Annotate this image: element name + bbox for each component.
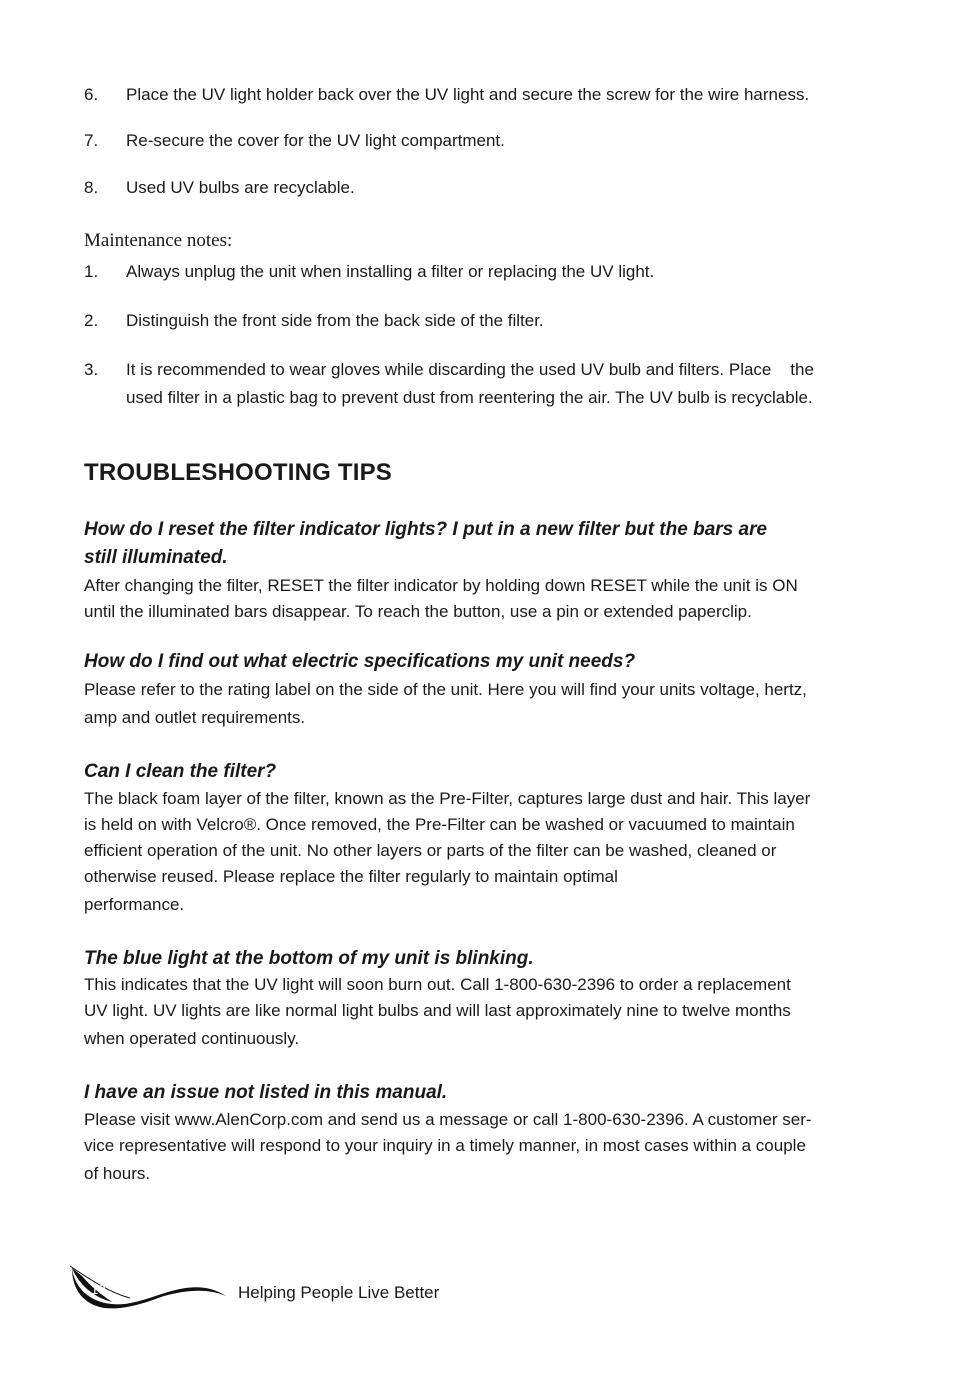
answer-line: The black foam layer of the filter, known as the Pre-Filter, captures large dust and hair. This layer [84, 789, 811, 808]
note-text: Always unplug the unit when installing a filter or replacing the UV light. [126, 262, 655, 281]
answer [84, 786, 904, 918]
maintenance-heading: Maintenance notes: [84, 230, 233, 251]
question-line: How do I find out what electric specifications my unit needs? [84, 651, 636, 672]
question [84, 516, 884, 572]
troubleshooting-heading: TROUBLESHOOTING TIPS [84, 459, 393, 486]
footer-tagline: Helping People Live Better [238, 1283, 440, 1302]
note-text: Distinguish the front side from the back side of the filter. [126, 311, 544, 330]
note-number: 1. [84, 262, 99, 281]
answer-line: This indicates that the UV light will soon burn out. Call 1-800-630-2396 to order a replacement [84, 975, 791, 994]
step-text: Used UV bulbs are recyclable. [126, 178, 355, 197]
note-text-line: used filter in a plastic bag to prevent dust from reentering the air. The UV bulb is recyclable. [126, 388, 813, 407]
note-number: 2. [84, 311, 99, 330]
step-text: Re-secure the cover for the UV light compartment. [126, 131, 505, 150]
answer-line: Please refer to the rating label on the side of the unit. Here you will find your units voltage, hertz, [84, 680, 807, 699]
step-number: 6. [84, 85, 99, 104]
answer-line: performance. [84, 895, 185, 914]
note-number: 3. [84, 360, 99, 379]
question [84, 758, 884, 786]
question [84, 1079, 884, 1107]
answer-line: when operated continuously. [84, 1029, 300, 1048]
question-line: The blue light at the bottom of my unit is blinking. [84, 948, 534, 969]
answer [84, 972, 904, 1052]
page-number: 10 [91, 1282, 106, 1297]
answer-line: of hours. [84, 1164, 151, 1183]
answer-line: Please visit www.AlenCorp.com and send us a message or call 1-800-630-2396. A customer ser- [84, 1110, 812, 1129]
answer [84, 676, 904, 732]
question-line: How do I reset the filter indicator lights? I put in a new filter but the bars are [84, 519, 768, 540]
step-text: Place the UV light holder back over the UV light and secure the screw for the wire harness. [126, 85, 810, 104]
answer-line: vice representative will respond to your inquiry in a timely manner, in most cases within a couple [84, 1136, 806, 1155]
answer-line: otherwise reused. Please replace the filter regularly to maintain optimal [84, 867, 618, 886]
answer-line: After changing the filter, RESET the filter indicator by holding down RESET while the unit is ON [84, 576, 798, 595]
answer-line: is held on with Velcro®. Once removed, the Pre-Filter can be washed or vacuumed to maintain [84, 815, 795, 834]
answer [84, 573, 904, 625]
note-text-line: It is recommended to wear gloves while discarding the used UV bulb and filters. Place the [126, 360, 814, 379]
question-line: I have an issue not listed in this manual. [84, 1082, 448, 1103]
answer-line: until the illuminated bars disappear. To reach the button, use a pin or extended paperclip. [84, 602, 752, 621]
answer-line: efficient operation of the unit. No other layers or parts of the filter can be washed, cleaned or [84, 841, 777, 860]
answer-line: amp and outlet requirements. [84, 708, 306, 727]
step-number: 8. [84, 178, 99, 197]
answer-line: UV light. UV lights are like normal light bulbs and will last approximately nine to twelve months [84, 1001, 791, 1020]
question [84, 648, 884, 676]
question-line: Can I clean the filter? [84, 761, 277, 782]
question-line: still illuminated. [84, 547, 228, 568]
answer [84, 1107, 904, 1187]
question [84, 945, 884, 973]
step-number: 7. [84, 131, 99, 150]
